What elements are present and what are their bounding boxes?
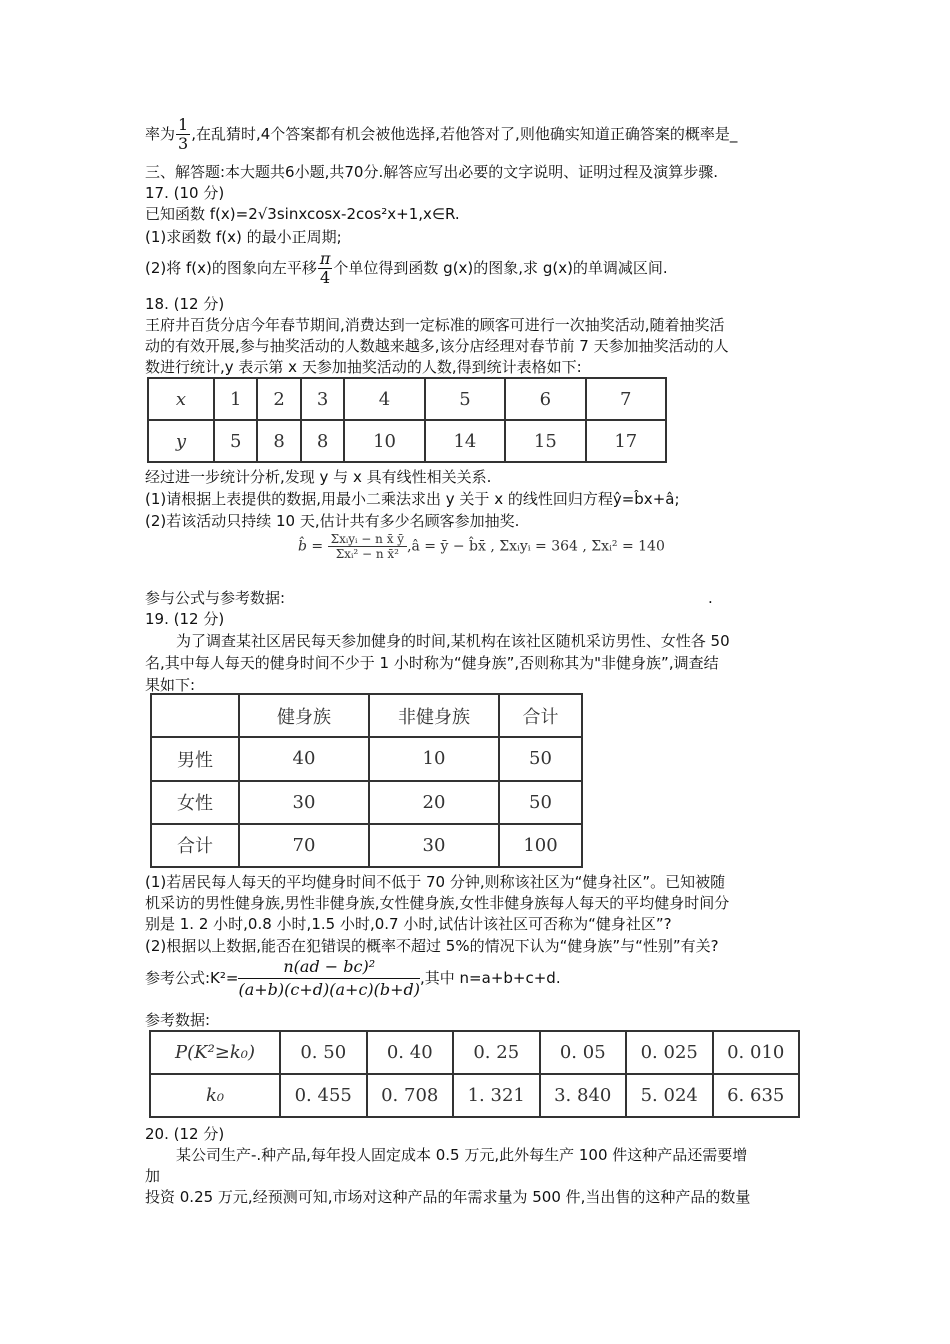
probability-row — [150, 1031, 799, 1074]
k2-prefix: 参考公式:K²= — [145, 969, 239, 987]
k2-denominator: (a+b)(c+d)(a+c)(b+d) — [238, 980, 421, 999]
x-cell: 1 — [214, 378, 257, 420]
table-row-x — [148, 378, 666, 420]
header-cell: 健身族 — [239, 694, 369, 737]
q20-line-1: 某公司生产-.种产品,每年投人固定成本 0.5 万元,此外每生产 100 件这种产品还需要增 — [176, 1146, 748, 1164]
table-cell: 30 — [369, 824, 499, 867]
x-cell: 3 — [301, 378, 344, 420]
k0-cell: 5. 024 — [626, 1074, 713, 1117]
y-cell: 8 — [257, 420, 300, 462]
k2-numerator: n(ad − bc)² — [238, 956, 420, 979]
x-cell: 4 — [344, 378, 424, 420]
fraction-one-third — [176, 116, 190, 153]
q17-header: 17. (10 分) — [145, 184, 225, 202]
x-cell: 5 — [425, 378, 505, 420]
k0-row — [150, 1074, 799, 1117]
q19-part1-line1: (1)若居民每人每天的平均健身时间不低于 70 分钟,则称该社区为“健身社区”。已知被随 — [145, 873, 726, 891]
q18-part2: (2)若该活动只持续 10 天,估计共有多少名顾客参加抽奖. — [145, 512, 520, 530]
y-cell: 17 — [586, 420, 666, 462]
table-cell: 40 — [239, 737, 369, 780]
q20-line-2: 加 — [145, 1167, 161, 1185]
p-cell: 0. 25 — [453, 1031, 540, 1074]
q17-part2-prefix: (2)将 f(x)的图象向左平移 — [145, 259, 317, 277]
fitness-gender-table — [150, 693, 583, 868]
q19-part1-line3: 别是 1. 2 小时,0.8 小时,1.5 小时,0.7 小时,试估计该社区可否称为“健身社区”? — [145, 915, 672, 933]
fraction-numerator: π — [319, 249, 331, 268]
table-header-row — [151, 694, 582, 737]
y-cell: 14 — [425, 420, 505, 462]
p-cell: 0. 025 — [626, 1031, 713, 1074]
regression-formula — [298, 532, 665, 561]
q18-after-table: 经过进一步统计分析,发现 y 与 x 具有线性相关关系. — [145, 468, 492, 486]
p-cell: 0. 50 — [280, 1031, 367, 1074]
table-cell: 50 — [499, 781, 582, 824]
x-cell: 7 — [586, 378, 666, 420]
intro-prefix: 率为 — [145, 125, 176, 143]
k0-cell: 0. 708 — [367, 1074, 454, 1117]
q20-line-3: 投资 0.25 万元,经预测可知,市场对这种产品的年需求量为 500 件,当出售的这种产品的数量 — [145, 1188, 751, 1206]
x-label-cell: x — [148, 378, 214, 420]
table-cell: 100 — [499, 824, 582, 867]
critical-value-table — [149, 1030, 800, 1118]
q19-part2: (2)根据以上数据,能否在犯错误的概率不超过 5%的情况下认为“健身族”与“性别”有关? — [145, 937, 719, 955]
header-cell: 合计 — [499, 694, 582, 737]
q19-stem-3: 果如下: — [145, 676, 196, 694]
y-cell: 5 — [214, 420, 257, 462]
q19-stem-2: 名,其中每人每天的健身时间不少于 1 小时称为“健身族”,否则称其为"非健身族”,调查结 — [145, 654, 719, 672]
y-cell: 10 — [344, 420, 424, 462]
table-row — [151, 781, 582, 824]
q18-stem-1: 王府井百货分店今年春节期间,消费达到一定标准的顾客可进行一次抽奖活动,随着抽奖活 — [145, 316, 725, 334]
table-row-y — [148, 420, 666, 462]
y-label-cell: y — [148, 420, 214, 462]
p-cell: 0. 40 — [367, 1031, 454, 1074]
formula-rest: ,â = ȳ − b̂x̄ , Σxᵢyᵢ = 364 , Σxᵢ² = 140 — [407, 538, 665, 555]
p-cell: 0. 05 — [540, 1031, 627, 1074]
k2-suffix: ,其中 n=a+b+c+d. — [420, 969, 561, 987]
y-cell: 15 — [505, 420, 585, 462]
q19-header: 19. (12 分) — [145, 610, 225, 628]
x-cell: 2 — [257, 378, 300, 420]
q17-part2 — [145, 250, 668, 287]
intro-line — [145, 116, 737, 153]
p-label-cell: P(K²≥k₀) — [150, 1031, 280, 1074]
p-cell: 0. 010 — [713, 1031, 800, 1074]
y-cell: 8 — [301, 420, 344, 462]
intro-text: ,在乱猜时,4个答案都有机会被他选择,若他答对了,则他确实知道正确答案的概率是_ — [191, 125, 738, 143]
q18-reference: 参与公式与参考数据: — [145, 589, 286, 607]
fraction-pi-over-4 — [318, 250, 333, 287]
row-label-cell: 男性 — [151, 737, 239, 780]
table-cell: 30 — [239, 781, 369, 824]
table-row — [151, 737, 582, 780]
x-cell: 6 — [505, 378, 585, 420]
formula-denominator: Σxᵢ² − n x̄² — [335, 547, 399, 561]
fraction-numerator: 1 — [178, 115, 189, 134]
section-3-heading: 三、解答题:本大题共6小题,共70分.解答应写出必要的文字说明、证明过程及演算步骤. — [145, 163, 718, 181]
q18-stem-3: 数进行统计,y 表示第 x 天参加抽奖活动的人数,得到统计表格如下: — [145, 358, 582, 376]
table-cell: 50 — [499, 737, 582, 780]
formula-numerator: Σxᵢyᵢ − n x̄ ȳ — [328, 532, 407, 547]
k0-cell: 3. 840 — [540, 1074, 627, 1117]
table-cell: 20 — [369, 781, 499, 824]
fraction-denominator: 4 — [320, 268, 331, 287]
k0-cell: 1. 321 — [453, 1074, 540, 1117]
q17-part2-suffix: 个单位得到函数 g(x)的图象,求 g(x)的单调减区间. — [333, 259, 668, 277]
table-row — [151, 824, 582, 867]
row-label-cell: 女性 — [151, 781, 239, 824]
q18-part1: (1)请根据上表提供的数据,用最小二乘法求出 y 关于 x 的线性回归方程ŷ=b̂x+â; — [145, 490, 680, 508]
k0-label-cell: k₀ — [150, 1074, 280, 1117]
table-cell: 10 — [369, 737, 499, 780]
q18-reference-dot: . — [708, 589, 713, 607]
q18-stem-2: 动的有效开展,参与抽奖活动的人数越来越多,该分店经理对春节前 7 天参加抽奖活动的人 — [145, 337, 729, 355]
q19-reference-data: 参考数据: — [145, 1011, 211, 1029]
k2-fraction — [238, 956, 420, 1001]
b-hat-symbol: b̂ = — [298, 538, 324, 555]
q19-stem-1: 为了调查某社区居民每天参加健身的时间,某机构在该社区随机采访男性、女性各 50 — [176, 632, 730, 650]
table-cell: 70 — [239, 824, 369, 867]
q20-header: 20. (12 分) — [145, 1125, 225, 1143]
xy-data-table — [147, 377, 667, 463]
header-cell: 非健身族 — [369, 694, 499, 737]
b-hat-fraction — [328, 532, 407, 561]
row-label-cell: 合计 — [151, 824, 239, 867]
q18-header: 18. (12 分) — [145, 295, 225, 313]
q17-part1: (1)求函数 f(x) 的最小正周期; — [145, 228, 342, 246]
fraction-denominator: 3 — [178, 134, 189, 153]
q17-stem: 已知函数 f(x)=2√3sinxcosx-2cos²x+1,x∈R. — [145, 205, 460, 223]
header-cell-empty — [151, 694, 239, 737]
k0-cell: 6. 635 — [713, 1074, 800, 1117]
k0-cell: 0. 455 — [280, 1074, 367, 1117]
chi-square-formula — [145, 956, 561, 1001]
q19-part1-line2: 机采访的男性健身族,男性非健身族,女性健身族,女性非健身族每人每天的平均健身时间分 — [145, 894, 730, 912]
